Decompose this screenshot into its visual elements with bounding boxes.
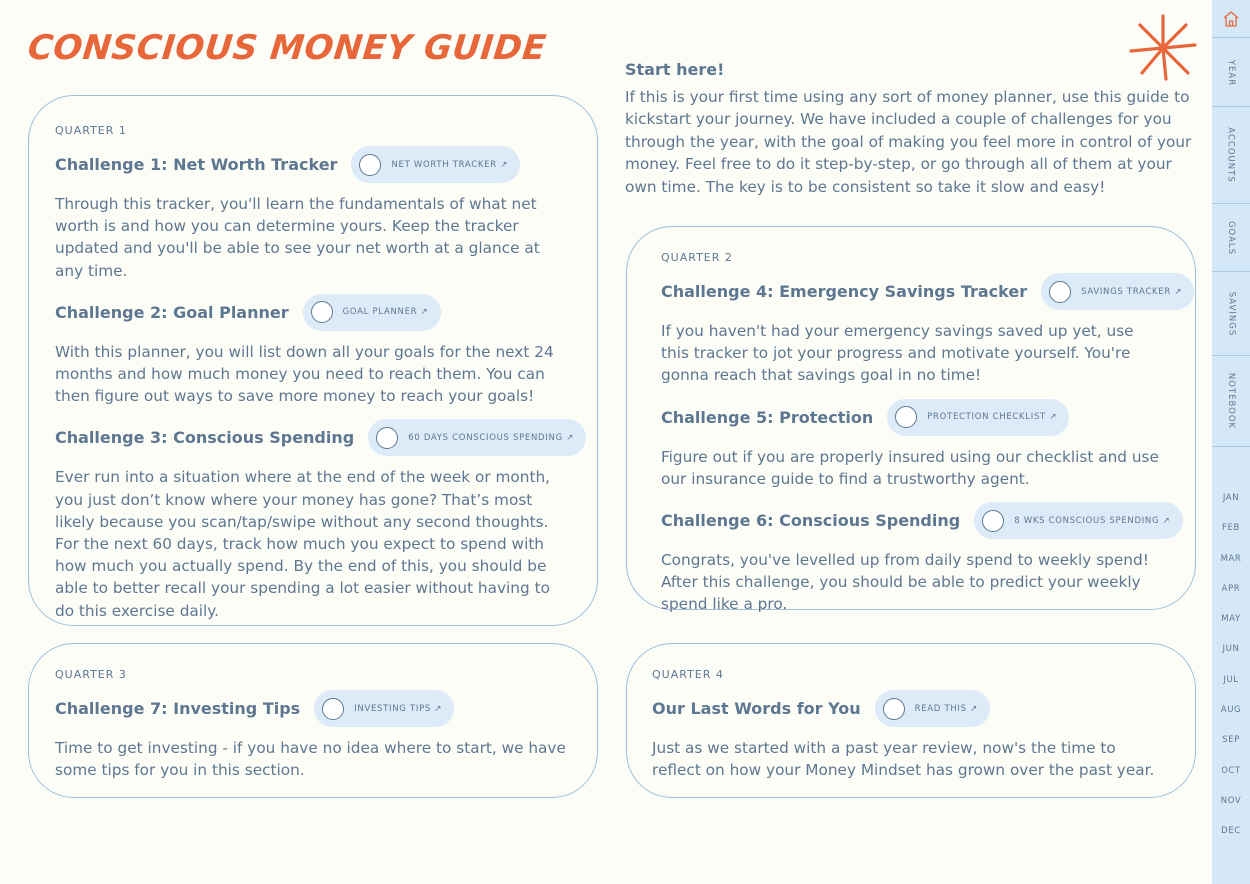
link-label: NET WORTH TRACKER ↗ [391, 159, 509, 170]
month-dec[interactable]: DEC [1221, 826, 1241, 836]
quarter-label: QUARTER 2 [661, 251, 733, 264]
challenge-title: Challenge 7: Investing Tips [55, 699, 301, 718]
net-worth-tracker-link[interactable] [351, 146, 520, 183]
challenge-title: Challenge 5: Protection [661, 407, 874, 427]
tab-goals[interactable] [1212, 204, 1250, 272]
challenge-7-header [55, 690, 571, 727]
challenge-description: Congrats, you've levelled up from daily spend to weekly spend! After this challenge, you should be able to predict your weekly spend like a pro. [661, 551, 1149, 614]
quarter-2-card [626, 226, 1196, 614]
intro-section [625, 60, 1200, 198]
month-jul[interactable]: JUL [1223, 675, 1239, 685]
goal-planner-link[interactable] [303, 294, 441, 331]
challenge-description: If you haven't had your emergency savings saved up yet, use this tracker to jot your progress and motivate yourself. You're gonna reach that savings goal in no time! [661, 322, 1134, 385]
tab-notebook[interactable] [1212, 356, 1250, 447]
quarter-3-card [28, 643, 598, 798]
month-nov[interactable]: NOV [1220, 796, 1242, 806]
link-label: 60 DAYS CONSCIOUS SPENDING ↗ [408, 432, 575, 443]
tab-label: ACCOUNTS [1226, 127, 1236, 183]
link-label: GOAL PLANNER ↗ [342, 307, 429, 318]
last-words-header [652, 690, 1169, 727]
checkbox-icon[interactable] [322, 698, 344, 720]
month-feb[interactable]: FEB [1222, 523, 1240, 533]
quarter-label: QUARTER 3 [55, 668, 127, 681]
challenge-description: Ever run into a situation where at the end of the week or month, you just don’t know where your money has gone? That’s most likely because you scan/tap/swipe without any second thoughts. For the next 60 days, track how much you expect to spend with how much you actually spend. By the end of this, you should be able to better recall your spending a lot easier without having to do this exercise daily. [55, 468, 551, 620]
checkbox-icon[interactable] [895, 406, 917, 428]
tab-accounts[interactable] [1212, 107, 1250, 204]
conscious-spending-link[interactable] [368, 419, 586, 456]
challenge-title: Challenge 3: Conscious Spending [55, 428, 355, 448]
link-label: INVESTING TIPS ↗ [354, 703, 443, 714]
challenge-6-header [661, 502, 1171, 539]
month-jun[interactable]: JUN [1222, 644, 1240, 654]
challenge-description: Figure out if you are properly insured using our checklist and use our insurance guide to find a trustworthy agent. [661, 447, 1159, 488]
challenge-4-header [661, 273, 1183, 310]
challenge-2-header [55, 294, 571, 331]
read-this-link[interactable] [875, 690, 990, 727]
checkbox-icon[interactable] [376, 427, 398, 449]
challenge-title: Challenge 4: Emergency Savings Tracker [661, 282, 1028, 301]
quarter-label: QUARTER 4 [652, 668, 724, 681]
tab-label: NOTEBOOK [1226, 372, 1236, 430]
challenge-5-header [661, 399, 1165, 436]
challenge-title: Our Last Words for You [652, 699, 861, 718]
home-icon [1221, 9, 1241, 29]
challenge-description: With this planner, you will list down all your goals for the next 24 months and how much money you need to reach them. You can then figure out ways to save more money to reach your goals! [55, 342, 554, 406]
sidebar-nav [1212, 0, 1250, 884]
checkbox-icon[interactable] [982, 510, 1004, 532]
checkbox-icon[interactable] [883, 698, 905, 720]
challenge-3-header [55, 419, 575, 456]
checkbox-icon[interactable] [1049, 281, 1071, 303]
challenge-title: Challenge 1: Net Worth Tracker [55, 155, 338, 174]
protection-checklist-link[interactable] [887, 399, 1069, 436]
tab-savings[interactable] [1212, 272, 1250, 356]
tab-label: SAVINGS [1226, 291, 1236, 336]
challenge-description: Time to get investing - if you have no idea where to start, we have some tips for you in this section. [55, 739, 566, 780]
quarter-4-card [626, 643, 1196, 798]
month-jan[interactable]: JAN [1222, 493, 1240, 503]
month-oct[interactable]: OCT [1221, 766, 1241, 776]
link-label: READ THIS ↗ [914, 703, 978, 714]
month-aug[interactable]: AUG [1220, 705, 1242, 715]
challenge-title: Challenge 6: Conscious Spending [661, 511, 961, 531]
savings-tracker-link[interactable] [1041, 273, 1194, 310]
page-title: CONSCIOUS MONEY GUIDE [25, 28, 549, 68]
checkbox-icon[interactable] [359, 154, 381, 176]
month-mar[interactable]: MAR [1220, 554, 1242, 564]
quarter-label: QUARTER 1 [55, 124, 127, 137]
link-label: PROTECTION CHECKLIST ↗ [927, 412, 1058, 423]
intro-heading: Start here! [625, 60, 725, 79]
tab-year[interactable] [1212, 39, 1250, 107]
quarter-1-card [28, 95, 598, 626]
challenge-description: Through this tracker, you'll learn the fundamentals of what net worth is and how you can determine yours. Keep the tracker updated and you'll be able to see your net worth at a glance at any time. [55, 195, 540, 280]
challenge-description: Just as we started with a past year review, now's the time to reflect on how your Money Mindset has grown over the past year. [652, 739, 1155, 780]
link-label: 8 WKS CONSCIOUS SPENDING ↗ [1014, 515, 1171, 526]
challenge-title: Challenge 2: Goal Planner [55, 302, 289, 322]
link-label: SAVINGS TRACKER ↗ [1081, 286, 1183, 297]
tab-label: GOALS [1225, 220, 1236, 255]
intro-text: If this is your first time using any sort of money planner, use this guide to kickstart your journey. We have included a couple of challenges for you through the year, with the goal of making you feel more in control of your money. Feel free to do it step-by-step, or go through all of them at your own time. The key is to be consistent so take it slow and easy! [625, 88, 1192, 196]
month-apr[interactable]: APR [1221, 584, 1241, 594]
investing-tips-link[interactable] [314, 690, 454, 727]
weekly-spending-link[interactable] [974, 502, 1182, 539]
tab-label: YEAR [1225, 59, 1236, 86]
challenge-1-header [55, 146, 571, 183]
home-button[interactable] [1212, 0, 1250, 38]
month-may[interactable]: MAY [1221, 614, 1241, 624]
month-sep[interactable]: SEP [1222, 735, 1240, 745]
checkbox-icon[interactable] [311, 301, 333, 323]
